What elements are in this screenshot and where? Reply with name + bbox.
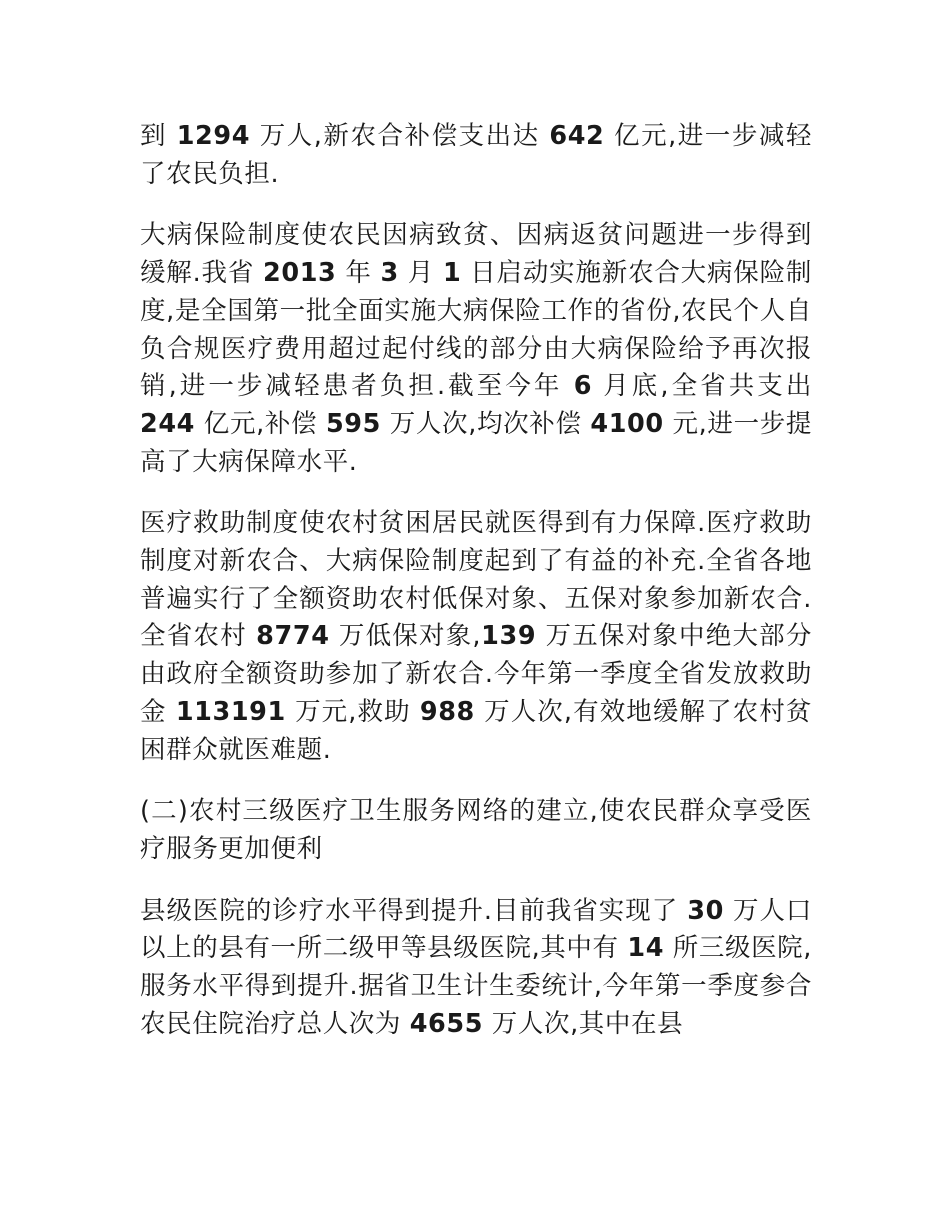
bold-number: 988 (419, 696, 475, 727)
bold-number: 1294 (176, 121, 251, 151)
bold-number: 8774 (256, 621, 330, 652)
bold-number: 3 (380, 258, 399, 289)
bold-number: 4655 (409, 1008, 484, 1039)
bold-number: 2013 (263, 258, 337, 289)
paragraph-medical-assistance (140, 505, 812, 769)
text-run: 万五保对象中绝大部分由政府全额资助参加了新农合.今年第一季度全省发放救助金 (140, 621, 812, 727)
bold-number: 14 (627, 933, 665, 964)
text-run: 大病保险制度使农民因病致贫、因病返贫问题进一步得到缓解.我省 (140, 220, 812, 289)
text-run: 到 (140, 121, 177, 151)
text-run: 万人,新农合补偿支出达 (250, 121, 550, 151)
text-run: 县级医院的诊疗水平得到提升.目前我省实现了 (140, 895, 688, 926)
bold-number: 4100 (590, 408, 664, 439)
text-run: 所三级医院,服务水平得到提升.据省卫生计生委统计,今年第一季度参合农民住院治疗总人次为 (140, 933, 812, 1039)
text-run: 万人次,其中在县 (483, 1008, 684, 1039)
bold-number: 595 (325, 408, 381, 439)
text-run: 亿元,补偿 (195, 408, 326, 439)
text-run: 日启动实施新农合大病保险制度,是全国第一批全面实施大病保险工作的省份,农民个人自负合规医疗费用超过起付线的部分由大病保险给予再次报销,进一步减轻患者负担.截至今年 (140, 258, 812, 402)
text-run: 万人口以上的县有一所二级甲等县级医院,其中有 (140, 895, 812, 964)
text-run: 万人次,有效地缓解了农村贫困群众就医难题. (140, 696, 812, 765)
text-run: 年 (336, 258, 381, 289)
text-run: (二)农村三级医疗卫生服务网络的建立,使农民群众享受医疗服务更加便利 (140, 796, 812, 864)
text-run: 万元,救助 (285, 696, 420, 727)
bold-number: 1 (443, 258, 462, 289)
paragraph-insurance-compensation (140, 118, 812, 193)
bold-number: 139 (481, 621, 537, 652)
text-run: 万人次,均次补偿 (380, 408, 591, 439)
text-run: 医疗救助制度使农村贫困居民就医得到有力保障.医疗救助制度对新农合、大病保险制度起到了有益的补充.全省各地普遍实行了全额资助农村低保对象、五保对象参加新农合.全省农村 (140, 508, 812, 652)
text-run: 月 (398, 258, 443, 289)
paragraph-serious-illness-insurance (140, 217, 812, 481)
text-run: 万低保对象, (329, 621, 482, 652)
text-run: 元,进一步提高了大病保障水平. (140, 408, 812, 477)
section-heading-service-network (140, 793, 812, 868)
bold-number: 244 (140, 408, 196, 439)
bold-number: 6 (573, 371, 593, 402)
text-run: 月底,全省共支出 (592, 371, 812, 402)
bold-number: 30 (687, 895, 724, 926)
document-body (140, 118, 812, 1067)
paragraph-county-hospitals (140, 893, 812, 1044)
bold-number: 642 (549, 121, 605, 151)
bold-number: 113191 (175, 696, 286, 727)
text-run: 亿元,进一步减轻了农民负担. (140, 121, 812, 189)
